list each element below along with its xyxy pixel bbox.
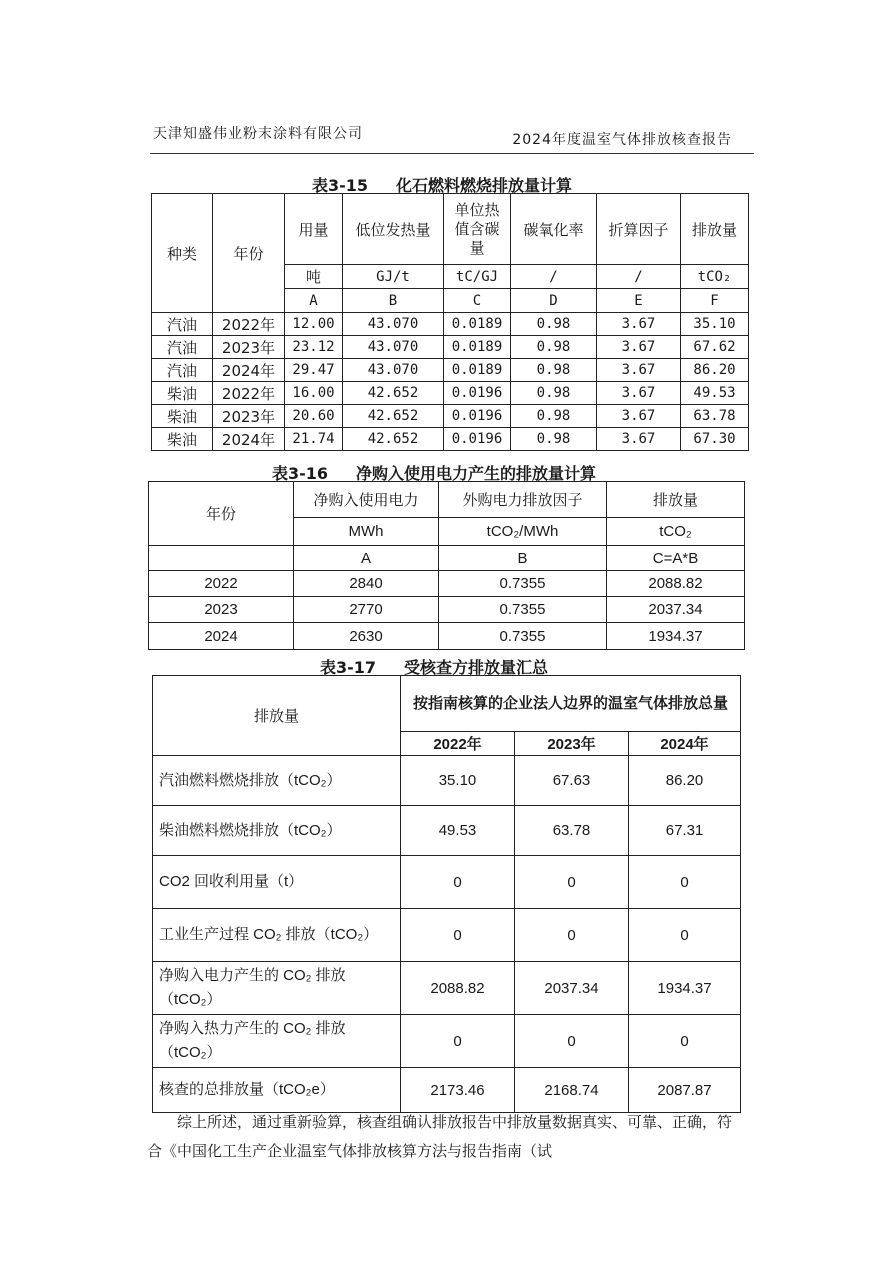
t15-cell-year: 2023年 <box>213 405 285 428</box>
t16-cell-b: 0.7355 <box>439 623 607 650</box>
t16-letter-c: C=A*B <box>607 546 745 571</box>
t17-cell-2022: 0 <box>401 909 515 962</box>
t15-cell-e: 3.67 <box>597 405 681 428</box>
t15-cell-c: 0.0189 <box>444 359 511 382</box>
t16-cell-a: 2630 <box>294 623 439 650</box>
t15-cell-d: 0.98 <box>511 405 597 428</box>
table17-number: 表3-17 <box>320 658 377 677</box>
table17-title: 受核查方排放量汇总 <box>404 658 549 677</box>
t15-cell-f: 49.53 <box>681 382 749 405</box>
t15-cell-type: 汽油 <box>152 313 213 336</box>
t15-cell-a: 21.74 <box>285 428 343 451</box>
table-row <box>153 1068 741 1113</box>
t16-cell-a: 2770 <box>294 597 439 623</box>
header-divider <box>150 153 754 154</box>
t16-cell-c: 2088.82 <box>607 571 745 597</box>
t15-cell-c: 0.0196 <box>444 405 511 428</box>
t15-unit-c: tC/GJ <box>444 265 511 289</box>
table-row <box>153 856 741 909</box>
t17-cell-2023: 0 <box>515 856 629 909</box>
t16-cell-b: 0.7355 <box>439 597 607 623</box>
t17-row-label: 工业生产过程 CO₂ 排放（tCO₂） <box>153 909 401 962</box>
conclusion-text: 综上所述，通过重新验算，核查组确认排放报告中排放量数据真实、可靠、正确，符合《中国化工生产企业温室气体排放核算方法与报告指南（试 <box>147 1113 733 1160</box>
table-row <box>153 962 741 1015</box>
t15-cell-a: 12.00 <box>285 313 343 336</box>
table-row <box>152 336 749 359</box>
t15-cell-type: 汽油 <box>152 359 213 382</box>
table15-title: 化石燃料燃烧排放量计算 <box>396 176 573 195</box>
t17-cell-2023: 2168.74 <box>515 1068 629 1113</box>
t15-cell-type: 柴油 <box>152 382 213 405</box>
table-row <box>152 382 749 405</box>
t17-cell-2024: 67.31 <box>629 806 741 856</box>
t16-cell-year: 2024 <box>149 623 294 650</box>
t15-cell-b: 43.070 <box>343 313 444 336</box>
t17-cell-2022: 49.53 <box>401 806 515 856</box>
t17-cell-2023: 2037.34 <box>515 962 629 1015</box>
t16-cell-b: 0.7355 <box>439 571 607 597</box>
t15-cell-d: 0.98 <box>511 336 597 359</box>
t15-header-ncv: 低位发热量 <box>343 194 444 265</box>
t15-header-factor: 折算因子 <box>597 194 681 265</box>
t15-cell-f: 67.62 <box>681 336 749 359</box>
table15 <box>151 193 749 451</box>
t17-cell-2022: 35.10 <box>401 756 515 806</box>
t15-cell-e: 3.67 <box>597 336 681 359</box>
t15-unit-e: / <box>597 265 681 289</box>
t17-header-emission: 排放量 <box>153 676 401 756</box>
t15-cell-type: 柴油 <box>152 428 213 451</box>
t17-row-label: 核查的总排放量（tCO₂e） <box>153 1068 401 1113</box>
t16-header-emission: 排放量 <box>607 482 745 518</box>
t15-cell-c: 0.0196 <box>444 382 511 405</box>
t17-cell-2024: 2087.87 <box>629 1068 741 1113</box>
t15-header-year: 年份 <box>213 194 285 313</box>
t15-cell-f: 63.78 <box>681 405 749 428</box>
t16-cell-a: 2840 <box>294 571 439 597</box>
table-row <box>152 428 749 451</box>
t15-cell-b: 43.070 <box>343 359 444 382</box>
t15-cell-b: 42.652 <box>343 428 444 451</box>
t17-cell-2022: 0 <box>401 856 515 909</box>
t17-cell-2023: 0 <box>515 909 629 962</box>
t17-cell-2024: 0 <box>629 909 741 962</box>
t16-letter-blank <box>149 546 294 571</box>
t15-letter-d: D <box>511 289 597 313</box>
t16-header-electricity: 净购入使用电力 <box>294 482 439 518</box>
t16-unit-a: MWh <box>294 518 439 546</box>
t15-letter-f: F <box>681 289 749 313</box>
t15-letter-b: B <box>343 289 444 313</box>
t15-cell-c: 0.0196 <box>444 428 511 451</box>
t16-letter-a: A <box>294 546 439 571</box>
t15-cell-d: 0.98 <box>511 382 597 405</box>
t15-header-type: 种类 <box>152 194 213 313</box>
t17-row-label: 柴油燃料燃烧排放（tCO₂） <box>153 806 401 856</box>
t16-cell-year: 2023 <box>149 597 294 623</box>
t17-cell-2023: 0 <box>515 1015 629 1068</box>
t16-cell-c: 1934.37 <box>607 623 745 650</box>
table-row <box>149 597 745 623</box>
t15-cell-b: 42.652 <box>343 382 444 405</box>
t15-cell-year: 2024年 <box>213 359 285 382</box>
t16-header-factor: 外购电力排放因子 <box>439 482 607 518</box>
t15-cell-e: 3.67 <box>597 428 681 451</box>
table-row <box>149 623 745 650</box>
t15-cell-type: 柴油 <box>152 405 213 428</box>
t15-cell-e: 3.67 <box>597 359 681 382</box>
table-row <box>153 1015 741 1068</box>
t16-unit-b: tCO₂/MWh <box>439 518 607 546</box>
t17-cell-2022: 2088.82 <box>401 962 515 1015</box>
t15-header-usage: 用量 <box>285 194 343 265</box>
table16-number: 表3-16 <box>272 464 329 483</box>
conclusion-paragraph <box>147 1108 743 1166</box>
t15-cell-a: 29.47 <box>285 359 343 382</box>
company-name: 天津知盛伟业粉末涂料有限公司 <box>153 126 363 142</box>
t16-header-year: 年份 <box>149 482 294 546</box>
table17 <box>152 675 741 1113</box>
t17-cell-2024: 1934.37 <box>629 962 741 1015</box>
t16-unit-c: tCO₂ <box>607 518 745 546</box>
t17-header-group: 按指南核算的企业法人边界的温室气体排放总量 <box>401 676 741 732</box>
t15-header-emission: 排放量 <box>681 194 749 265</box>
t17-row-label: 汽油燃料燃烧排放（tCO₂） <box>153 756 401 806</box>
table-row <box>153 806 741 856</box>
t15-cell-d: 0.98 <box>511 313 597 336</box>
t15-cell-d: 0.98 <box>511 359 597 382</box>
t15-cell-d: 0.98 <box>511 428 597 451</box>
t16-cell-year: 2022 <box>149 571 294 597</box>
table-row <box>149 571 745 597</box>
t15-letter-e: E <box>597 289 681 313</box>
table-row <box>153 756 741 806</box>
t17-header-year-2023: 2023年 <box>515 732 629 756</box>
t17-cell-2023: 67.63 <box>515 756 629 806</box>
t17-header-year-2022: 2022年 <box>401 732 515 756</box>
t17-cell-2024: 0 <box>629 1015 741 1068</box>
t17-cell-2022: 2173.46 <box>401 1068 515 1113</box>
t17-row-label: 净购入电力产生的 CO₂ 排放（tCO₂） <box>153 962 401 1015</box>
t15-cell-f: 35.10 <box>681 313 749 336</box>
t15-cell-type: 汽油 <box>152 336 213 359</box>
t15-cell-c: 0.0189 <box>444 313 511 336</box>
table16 <box>148 481 745 650</box>
t15-cell-e: 3.67 <box>597 382 681 405</box>
t15-cell-f: 86.20 <box>681 359 749 382</box>
t15-cell-a: 16.00 <box>285 382 343 405</box>
t17-row-label: 净购入热力产生的 CO₂ 排放（tCO₂） <box>153 1015 401 1068</box>
t15-cell-a: 20.60 <box>285 405 343 428</box>
t16-cell-c: 2037.34 <box>607 597 745 623</box>
t15-cell-b: 42.652 <box>343 405 444 428</box>
t15-header-oxidation: 碳氧化率 <box>511 194 597 265</box>
t15-unit-a: 吨 <box>285 265 343 289</box>
t15-cell-b: 43.070 <box>343 336 444 359</box>
table-row <box>152 313 749 336</box>
t17-cell-2024: 86.20 <box>629 756 741 806</box>
t15-cell-year: 2022年 <box>213 313 285 336</box>
report-title: 2024年度温室气体排放核查报告 <box>512 132 732 148</box>
t15-unit-b: GJ/t <box>343 265 444 289</box>
table-row <box>152 359 749 382</box>
t15-cell-e: 3.67 <box>597 313 681 336</box>
table-row <box>152 405 749 428</box>
t17-cell-2022: 0 <box>401 1015 515 1068</box>
t17-cell-2023: 63.78 <box>515 806 629 856</box>
t16-letter-b: B <box>439 546 607 571</box>
t15-cell-year: 2022年 <box>213 382 285 405</box>
t15-unit-f: tCO₂ <box>681 265 749 289</box>
t15-unit-d: / <box>511 265 597 289</box>
t15-cell-f: 67.30 <box>681 428 749 451</box>
table16-title: 净购入使用电力产生的排放量计算 <box>356 464 597 483</box>
t15-cell-a: 23.12 <box>285 336 343 359</box>
t17-header-year-2024: 2024年 <box>629 732 741 756</box>
t15-cell-c: 0.0189 <box>444 336 511 359</box>
table-row <box>153 909 741 962</box>
t17-cell-2024: 0 <box>629 856 741 909</box>
t15-letter-c: C <box>444 289 511 313</box>
table15-number: 表3-15 <box>312 176 369 195</box>
t15-letter-a: A <box>285 289 343 313</box>
t15-header-carbon-content: 单位热值含碳量 <box>444 194 511 265</box>
t15-cell-year: 2023年 <box>213 336 285 359</box>
t15-cell-year: 2024年 <box>213 428 285 451</box>
t17-row-label: CO2 回收利用量（t） <box>153 856 401 909</box>
